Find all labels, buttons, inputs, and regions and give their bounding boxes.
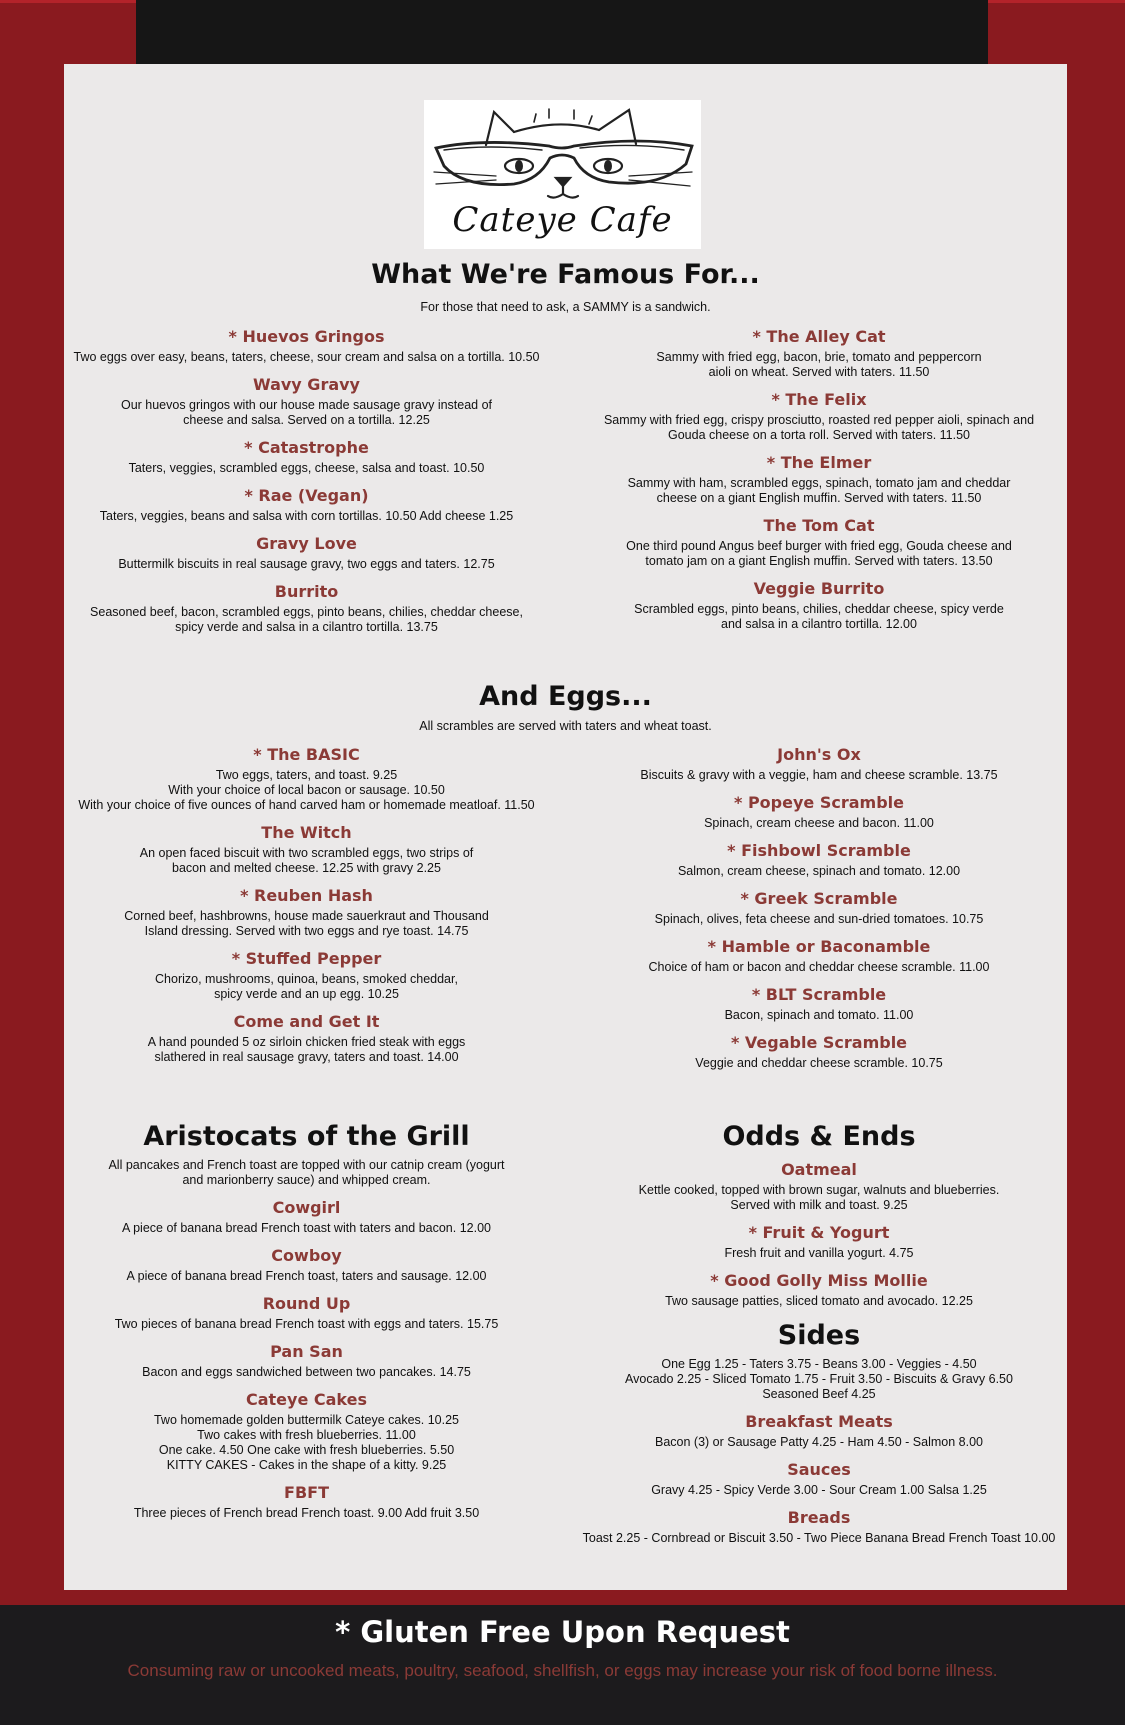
footer-band (0, 1605, 1125, 1725)
menu-item (585, 579, 1053, 632)
eggs-section-title: And Eggs... (479, 681, 652, 712)
item-name: * Reuben Hash (240, 886, 373, 905)
item-description: Chorizo, mushrooms, quinoa, beans, smoked cheddar, spicy verde and an up egg. 10.25 (155, 972, 458, 1001)
menu-item (575, 1412, 1063, 1450)
item-name: * BLT Scramble (751, 985, 887, 1004)
item-name: * The Felix (771, 390, 867, 409)
menu-item (64, 1390, 549, 1473)
menu-item (585, 453, 1053, 506)
menu-item (575, 1271, 1063, 1309)
item-description: Taters, veggies, scrambled eggs, cheese, salsa and toast. 10.50 (128, 461, 485, 475)
item-name: Burrito (274, 582, 339, 601)
item-name: Breads (787, 1508, 851, 1527)
item-name: Sauces (787, 1460, 851, 1479)
item-description: Biscuits & gravy with a veggie, ham and cheese scramble. 13.75 (640, 768, 998, 782)
item-description: Our huevos gringos with our house made sausage gravy instead of cheese and salsa. Served on a tortilla. 12.25 (120, 398, 493, 427)
top-header-band (136, 0, 988, 66)
menu-item (64, 745, 549, 813)
item-name: * Greek Scramble (740, 889, 898, 908)
item-description: Bacon and eggs sandwiched between two pancakes. 14.75 (142, 1365, 471, 1379)
item-description: A piece of banana bread French toast with taters and bacon. 12.00 (121, 1221, 491, 1235)
menu-item (585, 793, 1053, 831)
item-name: * Rae (Vegan) (244, 486, 369, 505)
menu-item (585, 1033, 1053, 1071)
menu-item (64, 1483, 549, 1521)
item-name: Gravy Love (256, 534, 357, 553)
menu-item (585, 390, 1053, 443)
menu-item (585, 516, 1053, 569)
menu-item (64, 534, 549, 572)
food-safety-warning: Consuming raw or uncooked meats, poultry, seafood, shellfish, or eggs may increase your risk of food borne illness. (127, 1661, 998, 1680)
item-description: Sammy with fried egg, bacon, brie, tomato and peppercorn aioli on wheat. Served with taters. 11.50 (656, 350, 982, 379)
item-name: Breakfast Meats (745, 1412, 893, 1431)
menu-item (585, 841, 1053, 879)
item-name: * Good Golly Miss Mollie (710, 1271, 928, 1290)
item-name: Wavy Gravy (253, 375, 360, 394)
menu-item (64, 327, 549, 365)
item-description: Two pieces of banana bread French toast with eggs and taters. 15.75 (114, 1317, 499, 1331)
menu-item (64, 1198, 549, 1236)
item-description: A piece of banana bread French toast, taters and sausage. 12.00 (126, 1269, 487, 1283)
famous-right-column (585, 327, 1053, 642)
famous-section-title: What We're Famous For... (371, 259, 760, 290)
menu-item (575, 1460, 1063, 1498)
item-name: * Catastrophe (244, 438, 369, 457)
item-name: * Fruit & Yogurt (748, 1223, 890, 1242)
menu-item (585, 745, 1053, 783)
sides-description: One Egg 1.25 - Taters 3.75 - Beans 3.00 - Veggies - 4.50 Avocado 2.25 - Sliced Tomato 1.75 - Fruit 3.50 - Biscuits & Gravy 6.50 Seasoned Beef 4.25 (625, 1357, 1013, 1401)
item-description: Bacon (3) or Sausage Patty 4.25 - Ham 4.50 - Salmon 8.00 (655, 1435, 983, 1449)
eggs-left-column (64, 745, 549, 1075)
menu-item (575, 1508, 1063, 1546)
menu-item (585, 889, 1053, 927)
menu-item (64, 375, 549, 428)
menu-item (64, 486, 549, 524)
grill-section-subtitle: All pancakes and French toast are topped with our catnip cream (yogurt and marionberry sauce) and whipped cream. (108, 1158, 505, 1187)
item-description: A hand pounded 5 oz sirloin chicken fried steak with eggs slathered in real sausage gravy, taters and toast. 14.00 (147, 1035, 466, 1064)
item-name: Veggie Burrito (753, 579, 885, 598)
item-description: Spinach, cream cheese and bacon. 11.00 (704, 816, 934, 830)
item-description: Salmon, cream cheese, spinach and tomato. 12.00 (677, 864, 961, 878)
item-description: Veggie and cheddar cheese scramble. 10.75 (695, 1056, 943, 1070)
item-name: * Hamble or Baconamble (707, 937, 931, 956)
sides-section-title: Sides (777, 1320, 861, 1351)
item-description: Taters, veggies, beans and salsa with corn tortillas. 10.50 Add cheese 1.25 (99, 509, 514, 523)
menu-item (64, 823, 549, 876)
item-description: Two homemade golden buttermilk Cateye cakes. 10.25 Two cakes with fresh blueberries. 11.00 One cake. 4.50 One cake with fresh blueberries. 5.50 KITTY CAKES - Cakes in the shape of a kitty. 9.25 (153, 1413, 460, 1472)
odds-section-title: Odds & Ends (722, 1121, 916, 1152)
item-description: One third pound Angus beef burger with fried egg, Gouda cheese and tomato jam on a giant English muffin. Served with taters. 13.50 (626, 539, 1012, 568)
famous-left-column (64, 327, 549, 645)
grill-section-title: Aristocats of the Grill (143, 1121, 470, 1152)
item-name: * The BASIC (253, 745, 360, 764)
menu-item (64, 1246, 549, 1284)
eggs-section-subtitle: All scrambles are served with taters and wheat toast. (419, 719, 712, 733)
odds-column (575, 1120, 1063, 1556)
item-name: * The Alley Cat (752, 327, 886, 346)
item-description: An open faced biscuit with two scrambled eggs, two strips of bacon and melted cheese. 12.25 with gravy 2.25 (139, 846, 474, 875)
item-description: Choice of ham or bacon and cheddar cheese scramble. 11.00 (648, 960, 990, 974)
menu-item (575, 1223, 1063, 1261)
famous-section-subtitle: For those that need to ask, a SAMMY is a sandwich. (420, 300, 711, 314)
item-description: Corned beef, hashbrowns, house made sauerkraut and Thousand Island dressing. Served with two eggs and rye toast. 14.75 (124, 909, 489, 938)
menu-item (64, 1012, 549, 1065)
item-name: Cateye Cakes (245, 1390, 367, 1409)
menu-item (585, 985, 1053, 1023)
item-name: Pan San (270, 1342, 343, 1361)
item-name: FBFT (284, 1483, 329, 1502)
item-name: Round Up (262, 1294, 351, 1313)
item-name: Come and Get It (233, 1012, 380, 1031)
item-name: * Huevos Gringos (228, 327, 385, 346)
menu-item (64, 949, 549, 1002)
item-description: Spinach, olives, feta cheese and sun-dried tomatoes. 10.75 (654, 912, 984, 926)
item-description: Toast 2.25 - Cornbread or Biscuit 3.50 - Two Piece Banana Bread French Toast 10.00 (582, 1531, 1056, 1545)
menu-item (585, 937, 1053, 975)
gluten-free-notice: * Gluten Free Upon Request (335, 1615, 790, 1649)
item-name: * Vegable Scramble (730, 1033, 908, 1052)
menu-item (575, 1160, 1063, 1213)
menu-item (64, 1294, 549, 1332)
item-description: Buttermilk biscuits in real sausage gravy, two eggs and taters. 12.75 (118, 557, 495, 571)
item-name: Cowboy (271, 1246, 342, 1265)
item-description: Seasoned beef, bacon, scrambled eggs, pinto beans, chilies, cheddar cheese, spicy verde and salsa in a cilantro tortilla. 13.75 (90, 605, 523, 634)
menu-item (64, 1342, 549, 1380)
item-name: * Popeye Scramble (734, 793, 904, 812)
item-name: Cowgirl (272, 1198, 341, 1217)
item-description: Sammy with ham, scrambled eggs, spinach, tomato jam and cheddar cheese on a giant English muffin. Served with taters. 11.50 (627, 476, 1011, 505)
eggs-right-column (585, 745, 1053, 1081)
menu-item (64, 886, 549, 939)
item-description: Two sausage patties, sliced tomato and avocado. 12.25 (665, 1294, 973, 1308)
item-name: * Stuffed Pepper (231, 949, 382, 968)
item-name: Oatmeal (781, 1160, 857, 1179)
menu-item (64, 438, 549, 476)
item-name: * The Elmer (766, 453, 872, 472)
item-description: Sammy with fried egg, crispy prosciutto, roasted red pepper aioli, spinach and Gouda cheese on a torta roll. Served with taters. 11.50 (603, 413, 1035, 442)
menu-item (64, 582, 549, 635)
item-description: Kettle cooked, topped with brown sugar, walnuts and blueberries. Served with milk and toast. 9.25 (638, 1183, 1000, 1212)
item-description: Two eggs over easy, beans, taters, cheese, sour cream and salsa on a tortilla. 10.50 (73, 350, 540, 364)
menu-item (585, 327, 1053, 380)
logo-text: Cateye Cafe (452, 200, 673, 240)
item-description: Scrambled eggs, pinto beans, chilies, cheddar cheese, spicy verde and salsa in a cilantro tortilla. 12.00 (634, 602, 1004, 631)
item-name: John's Ox (777, 745, 861, 764)
item-description: Fresh fruit and vanilla yogurt. 4.75 (724, 1246, 914, 1260)
item-name: The Witch (261, 823, 352, 842)
item-name: The Tom Cat (763, 516, 875, 535)
item-description: Two eggs, taters, and toast. 9.25 With your choice of local bacon or sausage. 10.50 With your choice of five ounces of hand carved ham or homemade meatloaf. 11.50 (78, 768, 535, 812)
item-description: Bacon, spinach and tomato. 11.00 (724, 1008, 914, 1022)
cateye-logo (424, 100, 701, 249)
grill-column (64, 1120, 549, 1531)
item-description: Gravy 4.25 - Spicy Verde 3.00 - Sour Cream 1.00 Salsa 1.25 (651, 1483, 987, 1497)
item-name: * Fishbowl Scramble (727, 841, 911, 860)
item-description: Three pieces of French bread French toast. 9.00 Add fruit 3.50 (133, 1506, 480, 1520)
